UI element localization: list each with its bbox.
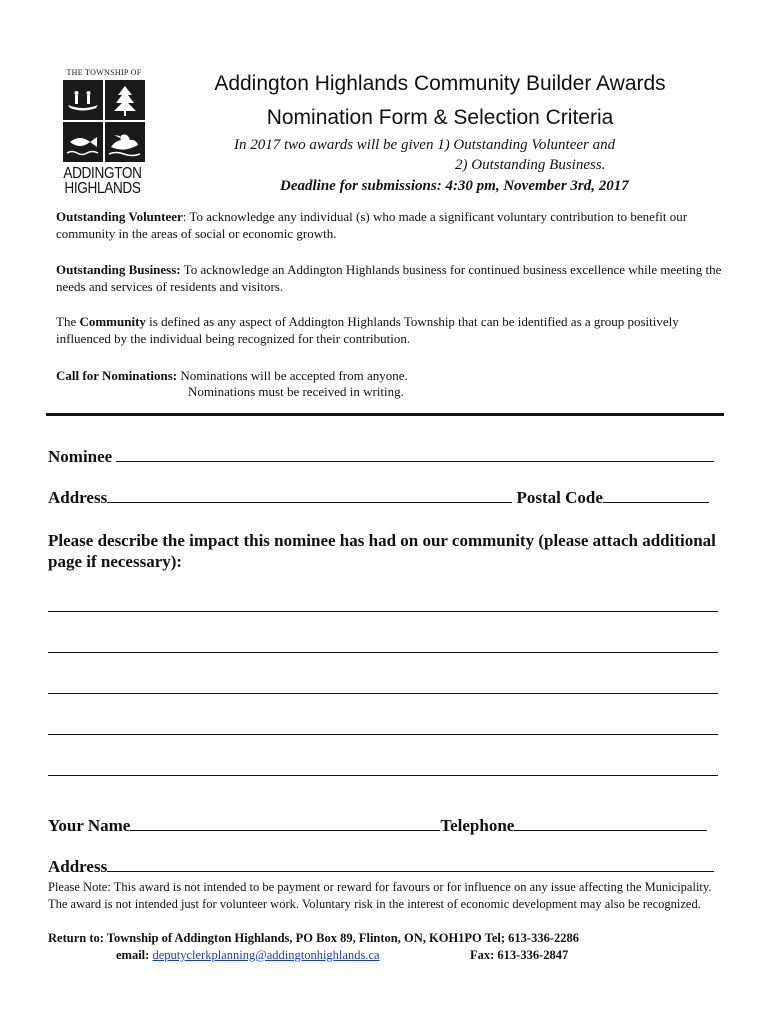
deadline-text: Deadline for submissions: 4:30 pm, November 3rd, 2017 <box>280 178 629 194</box>
community-definition: The Community is defined as any aspect of Addington Highlands Township that can be identified as a group positively influenced by the individual being recognized for their contribution. <box>56 314 679 346</box>
submitter-address-input[interactable] <box>107 857 714 872</box>
nominee-input[interactable] <box>116 447 714 462</box>
address-field <box>48 488 709 508</box>
impact-line-4[interactable] <box>48 734 718 735</box>
impact-line-2[interactable] <box>48 652 718 653</box>
email-link[interactable]: deputyclerkplanning@addingtonhighlands.ca <box>152 948 380 962</box>
section-divider <box>46 413 724 416</box>
your-name-input[interactable] <box>130 816 440 831</box>
nominee-label: Nominee <box>48 447 113 466</box>
fax-number: Fax: 613-336-2847 <box>470 948 569 962</box>
email-label: email: <box>116 948 153 962</box>
return-address: Return to: Township of Addington Highlands, PO Box 89, Flinton, ON, KOH1PO Tel; 613-336-2286 <box>48 931 579 945</box>
impact-line-1[interactable] <box>48 611 718 612</box>
fish-icon <box>64 123 102 161</box>
intro-line-1: In 2017 two awards will be given 1) Outstanding Volunteer and <box>234 137 616 153</box>
logo-emblem <box>63 80 145 162</box>
telephone-label: Telephone <box>440 816 515 835</box>
form-subtitle: Nomination Form & Selection Criteria <box>266 106 614 129</box>
logo-name: ADDINGTON HIGHLANDS <box>63 165 142 197</box>
canoe-icon <box>64 81 102 119</box>
intro-line-2: 2) Outstanding Business. <box>455 157 606 173</box>
your-name-field <box>48 816 707 836</box>
postal-code-input[interactable] <box>603 488 709 503</box>
call-for-nominations-line-2: Nominations must be received in writing. <box>188 384 404 399</box>
your-name-label: Your Name <box>48 816 131 835</box>
disclaimer-note: Please Note: This award is not intended to be payment or reward for favours or for influence on any issue affecting the Municipality. The award is not intended just for volunteer work. Voluntary risk in the interest of economic development may also be recognized. <box>48 880 712 911</box>
telephone-input[interactable] <box>514 816 707 831</box>
postal-code-label: Postal Code <box>516 488 603 507</box>
township-logo <box>60 68 148 196</box>
loon-icon <box>106 123 144 161</box>
submitter-address-label: Address <box>48 857 108 876</box>
nominee-field <box>48 447 714 467</box>
address-label: Address <box>48 488 108 507</box>
email-line <box>116 948 380 963</box>
volunteer-criteria: Outstanding Volunteer: To acknowledge any individual (s) who made a significant voluntary contribution to benefit our community in the areas of social or economic growth. <box>56 209 688 241</box>
impact-line-3[interactable] <box>48 693 718 694</box>
impact-line-5[interactable] <box>48 775 718 776</box>
impact-description-prompt: Please describe the impact this nominee has had on our community (please attach additional page if necessary): <box>48 531 716 571</box>
business-criteria: Outstanding Business: To acknowledge an Addington Highlands business for continued business excellence while meeting the needs and services of residents and visitors. <box>56 262 722 294</box>
submitter-address-field <box>48 857 714 877</box>
address-input[interactable] <box>107 488 512 503</box>
tree-icon <box>106 81 144 119</box>
call-for-nominations: Call for Nominations: Nominations will be accepted from anyone. <box>56 368 408 383</box>
form-title: Addington Highlands Community Builder Awards <box>214 72 666 95</box>
logo-top-text: THE TOWNSHIP OF <box>66 68 142 77</box>
